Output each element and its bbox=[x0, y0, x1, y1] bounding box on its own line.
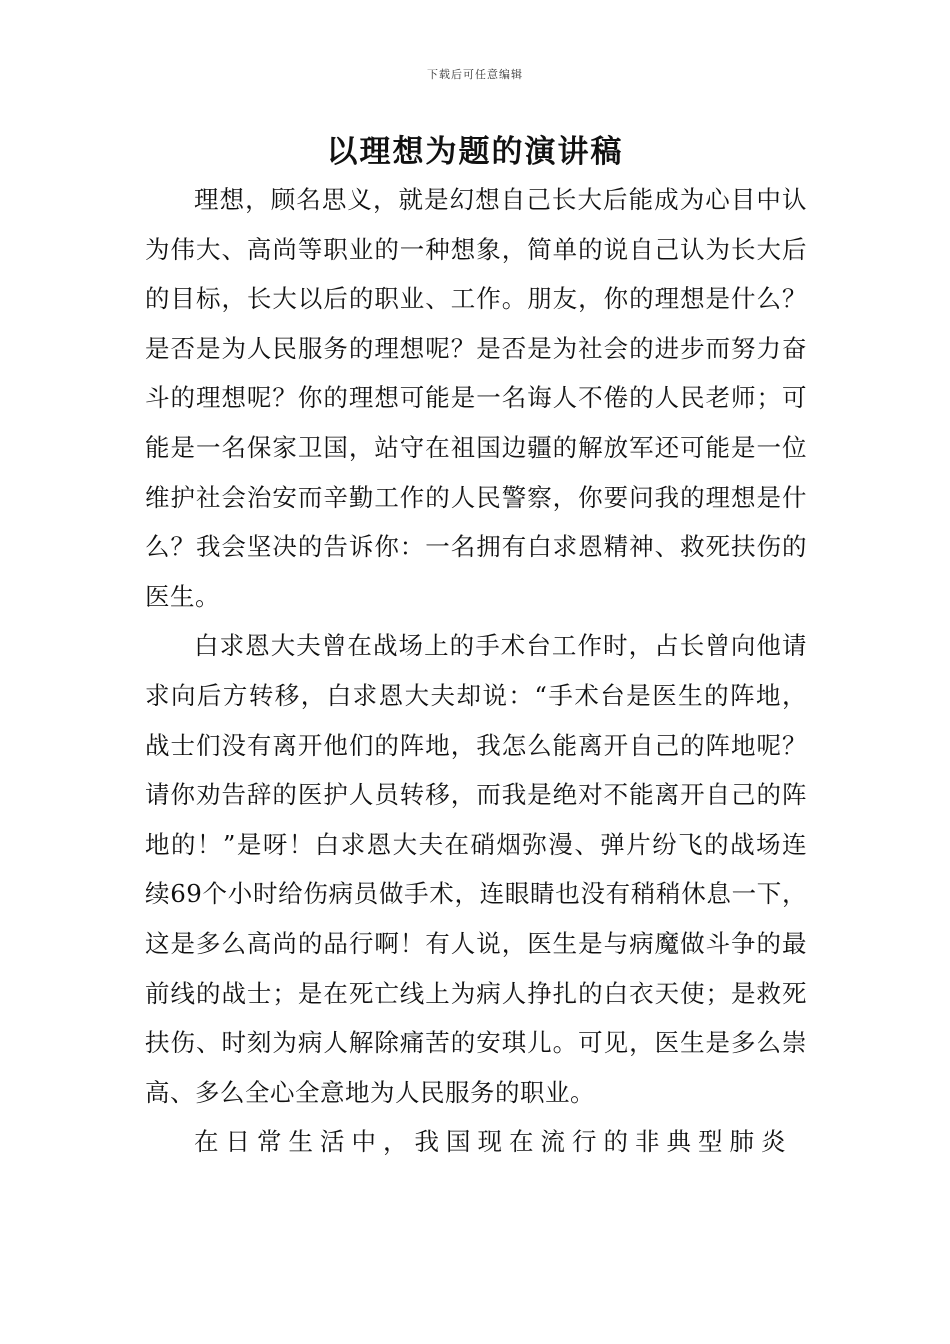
paragraph-1: 理想，顾名思义，就是幻想自己长大后能成为心目中认为伟大、高尚等职业的一种想象，简单的说自己认为长大后的目标，长大以后的职业、工作。朋友，你的理想是什么？是否是为人民服务的理想呢？是否是为社会的进步而努力奋斗的理想呢？你的理想可能是一名诲人不倦的人民老师；可能是一名保家卫国，站守在祖国边疆的解放军还可能是一位维护社会治安而辛勤工作的人民警察，你要问我的理想是什么？我会坚决的告诉你：一名拥有白求恩精神、救死扶伤的医生。 bbox=[145, 185, 807, 611]
header-note: 下载后可任意编辑 bbox=[427, 68, 523, 81]
document-body bbox=[145, 175, 807, 1167]
paragraph-2: 白求恩大夫曾在战场上的手术台工作时，占长曾向他请求向后方转移，白求恩大夫却说：“手术台是医生的阵地，战士们没有离开他们的阵地，我怎么能离开自己的阵地呢？请你劝告辞的医护人员转移，而我是绝对不能离开自己的阵地的！”是呀！白求恩大夫在硝烟弥漫、弹片纷飞的战场连续69个小时给伤病员做手术，连眼睛也没有稍稍休息一下，这是多么高尚的品行啊！有人说，医生是与病魔做斗争的最前线的战士；是在死亡线上为病人挣扎的白衣天使；是救死扶伤、时刻为病人解除痛苦的安琪儿。可见，医生是多么崇高、多么全心全意地为人民服务的职业。 bbox=[145, 631, 807, 1107]
paragraph-3: 在日常生活中，我国现在流行的非典型肺炎 bbox=[194, 1127, 793, 1157]
document-title: 以理想为题的演讲稿 bbox=[326, 134, 624, 170]
